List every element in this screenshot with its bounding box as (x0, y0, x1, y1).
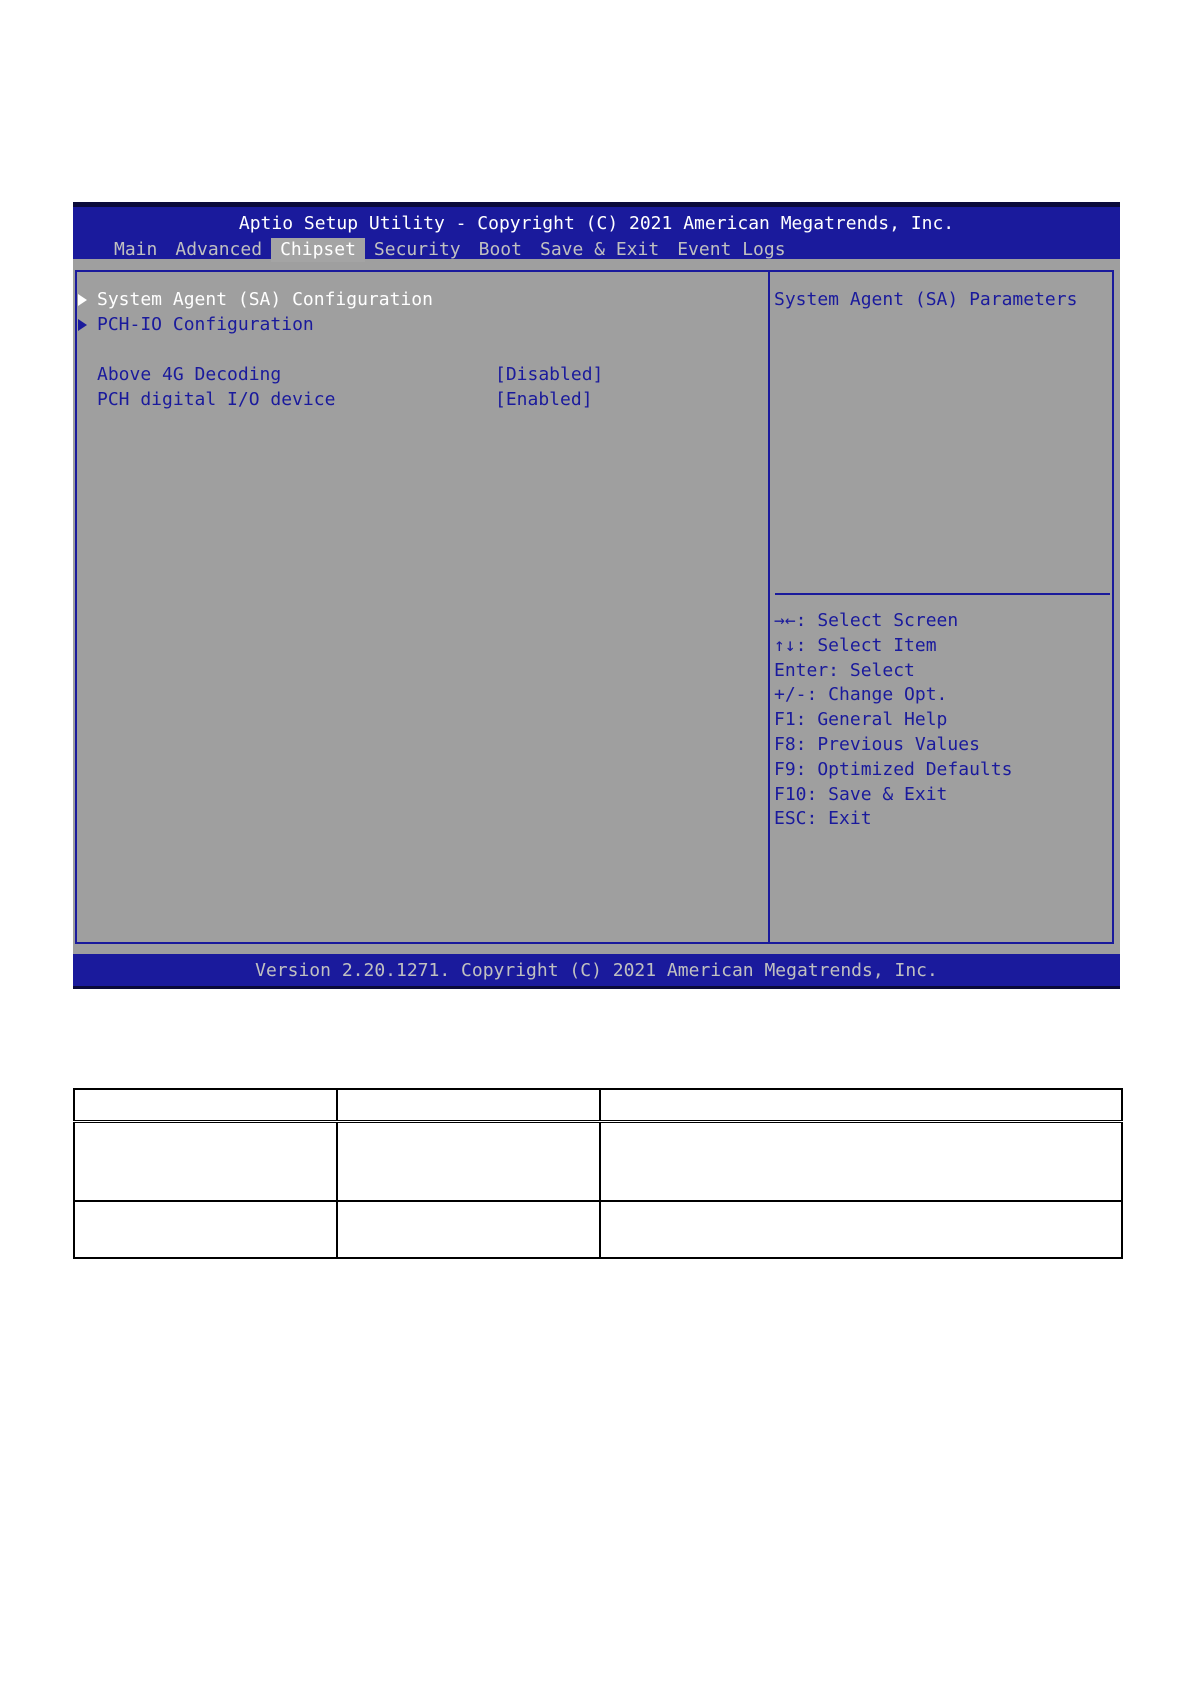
tab-bar (105, 238, 795, 262)
submenu-label: PCH-IO Configuration (97, 314, 314, 335)
key-help-select-screen: →←: Select Screen (774, 610, 959, 631)
submenu-label: System Agent (SA) Configuration (97, 289, 433, 310)
table-cell (600, 1121, 1122, 1201)
table-cell (74, 1201, 337, 1258)
table-header-row (74, 1089, 1122, 1121)
table-header-cell (600, 1089, 1122, 1121)
table-header-cell (74, 1089, 337, 1121)
setting-value-above-4g-decoding[interactable]: [Disabled] (495, 364, 604, 385)
table-row (74, 1121, 1122, 1201)
table-cell (337, 1121, 600, 1201)
bios-title: Aptio Setup Utility - Copyright (C) 2021 American Megatrends, Inc. (238, 213, 955, 234)
table-cell (337, 1201, 600, 1258)
key-help-f9: F9: Optimized Defaults (774, 758, 1013, 780)
table-header-cell (337, 1089, 600, 1121)
key-help-esc: ESC: Exit (774, 808, 872, 830)
key-help-f8: F8: Previous Values (774, 733, 980, 755)
key-help-select-item: ↑↓: Select Item (774, 634, 937, 656)
panel-divider (768, 270, 770, 944)
setting-label-above-4g-decoding: Above 4G Decoding (97, 364, 282, 385)
help-text: System Agent (SA) Parameters (774, 289, 1078, 310)
submenu-arrow-icon (78, 319, 87, 331)
tab-advanced[interactable]: Advanced (175, 239, 263, 260)
submenu-arrow-icon (78, 294, 87, 306)
table-row (74, 1201, 1122, 1258)
title-bar (73, 202, 1120, 259)
settings-description-table (73, 1088, 1123, 1259)
tab-event-logs[interactable]: Event Logs (677, 239, 786, 260)
tab-chipset[interactable]: Chipset (271, 238, 365, 262)
tab-save-exit[interactable]: Save & Exit (539, 239, 660, 260)
setting-label-pch-digital-io: PCH digital I/O device (97, 389, 336, 410)
table-cell (600, 1201, 1122, 1258)
key-help-f1: F1: General Help (774, 709, 948, 731)
help-divider (775, 593, 1110, 595)
tab-security[interactable]: Security (373, 239, 461, 260)
version-text: Version 2.20.1271. Copyright (C) 2021 American Megatrends, Inc. (255, 960, 938, 981)
key-help-enter: Enter: Select (774, 659, 915, 681)
version-bar (73, 954, 1120, 989)
key-help-change-opt: +/-: Change Opt. (774, 684, 948, 706)
setting-value-pch-digital-io[interactable]: [Enabled] (495, 389, 593, 410)
key-help-f10: F10: Save & Exit (774, 783, 948, 805)
tab-boot[interactable]: Boot (478, 239, 522, 260)
table-cell (74, 1121, 337, 1201)
bios-setup-screen (73, 202, 1120, 989)
tab-main[interactable]: Main (114, 239, 158, 260)
key-help-list (774, 609, 1012, 832)
